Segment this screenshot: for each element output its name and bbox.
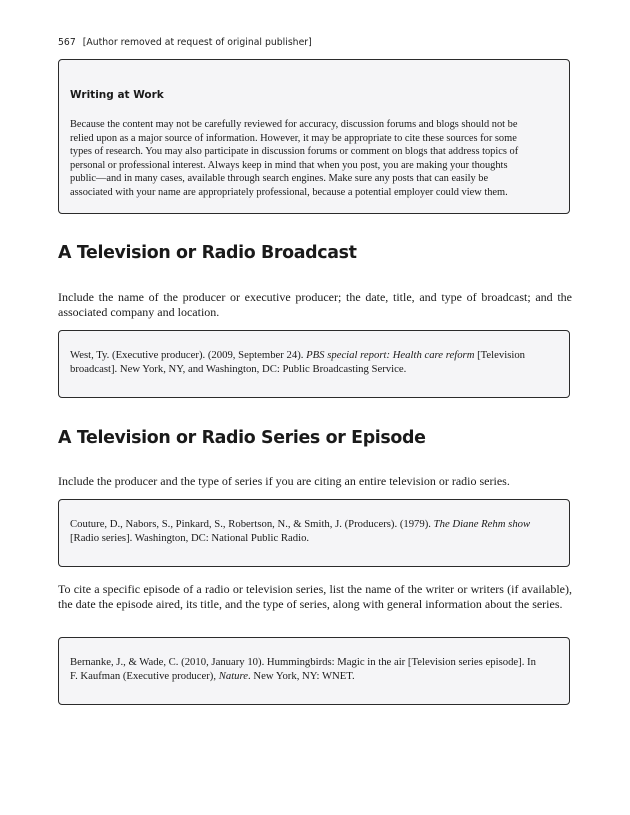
episode-reference [70,655,557,684]
writing-at-work-box [58,59,570,214]
episode-example-box [58,637,570,705]
reference-line: broadcast]. New York, NY, and Washington, DC: Public Broadcasting Service. [70,363,407,376]
series-reference [70,517,557,546]
writing-at-work-title: Writing at Work [70,89,164,101]
header-text: [Author removed at request of original publisher] [82,37,312,48]
text-line: Because the content may not be carefully reviewed for accuracy, discussion forums and blogs should not be [70,119,518,130]
series-example-box [58,499,570,567]
series-intro: Include the producer and the type of series if you are citing an entire television or radio series. [58,474,510,488]
section-heading-series: A Television or Radio Series or Episode [58,428,426,448]
text-line: types of research. You may also participate in discussion forums or comment on blogs that address topics of [70,146,519,158]
reference-line: Bernanke, J., & Wade, C. (2010, January 10). Hummingbirds: Magic in the air [Television series episode]. In [70,656,536,668]
text-line: associated with your name are appropriately professional, because a potential employer could view them. [70,186,508,198]
broadcast-example-box [58,330,570,398]
reference-line: F. Kaufman (Executive producer), Nature. New York, NY: WNET. [70,670,355,683]
writing-at-work-text [70,118,561,200]
text-line: relied upon as a major source of information. However, it may be appropriate to cite these sources for some [70,132,517,144]
work-title: Nature [218,670,249,683]
reference-line: [Radio series]. Washington, DC: National Public Radio. [70,532,310,545]
work-title: The Diane Rehm show [433,518,531,530]
text-line: personal or professional interest. Always keep in mind that when you post, you are making your thoughts [70,159,508,171]
text-line: public—and in many cases, available through search engines. Make sure any posts that can easily be [70,173,489,185]
section-heading-broadcast: A Television or Radio Broadcast [58,243,357,263]
page-header [58,37,312,48]
work-title: PBS special report: Health care reform [306,349,475,361]
reference-line: West, Ty. (Executive producer). (2009, September 24). PBS special report: Health care reform [Television [70,349,526,361]
reference-line: Couture, D., Nabors, S., Pinkard, S., Robertson, N., & Smith, J. (Producers). (1979). The Diane Rehm show [70,518,531,530]
broadcast-reference [70,348,557,377]
episode-intro: To cite a specific episode of a radio or television series, list the name of the writer or writers (if available), the date the episode aired, its title, and the type of series, along with general information about the series. [58,582,572,612]
page-number: 567 [58,37,76,48]
broadcast-intro: Include the name of the producer or executive producer; the date, title, and type of broadcast; and the associated company and location. [58,290,572,320]
